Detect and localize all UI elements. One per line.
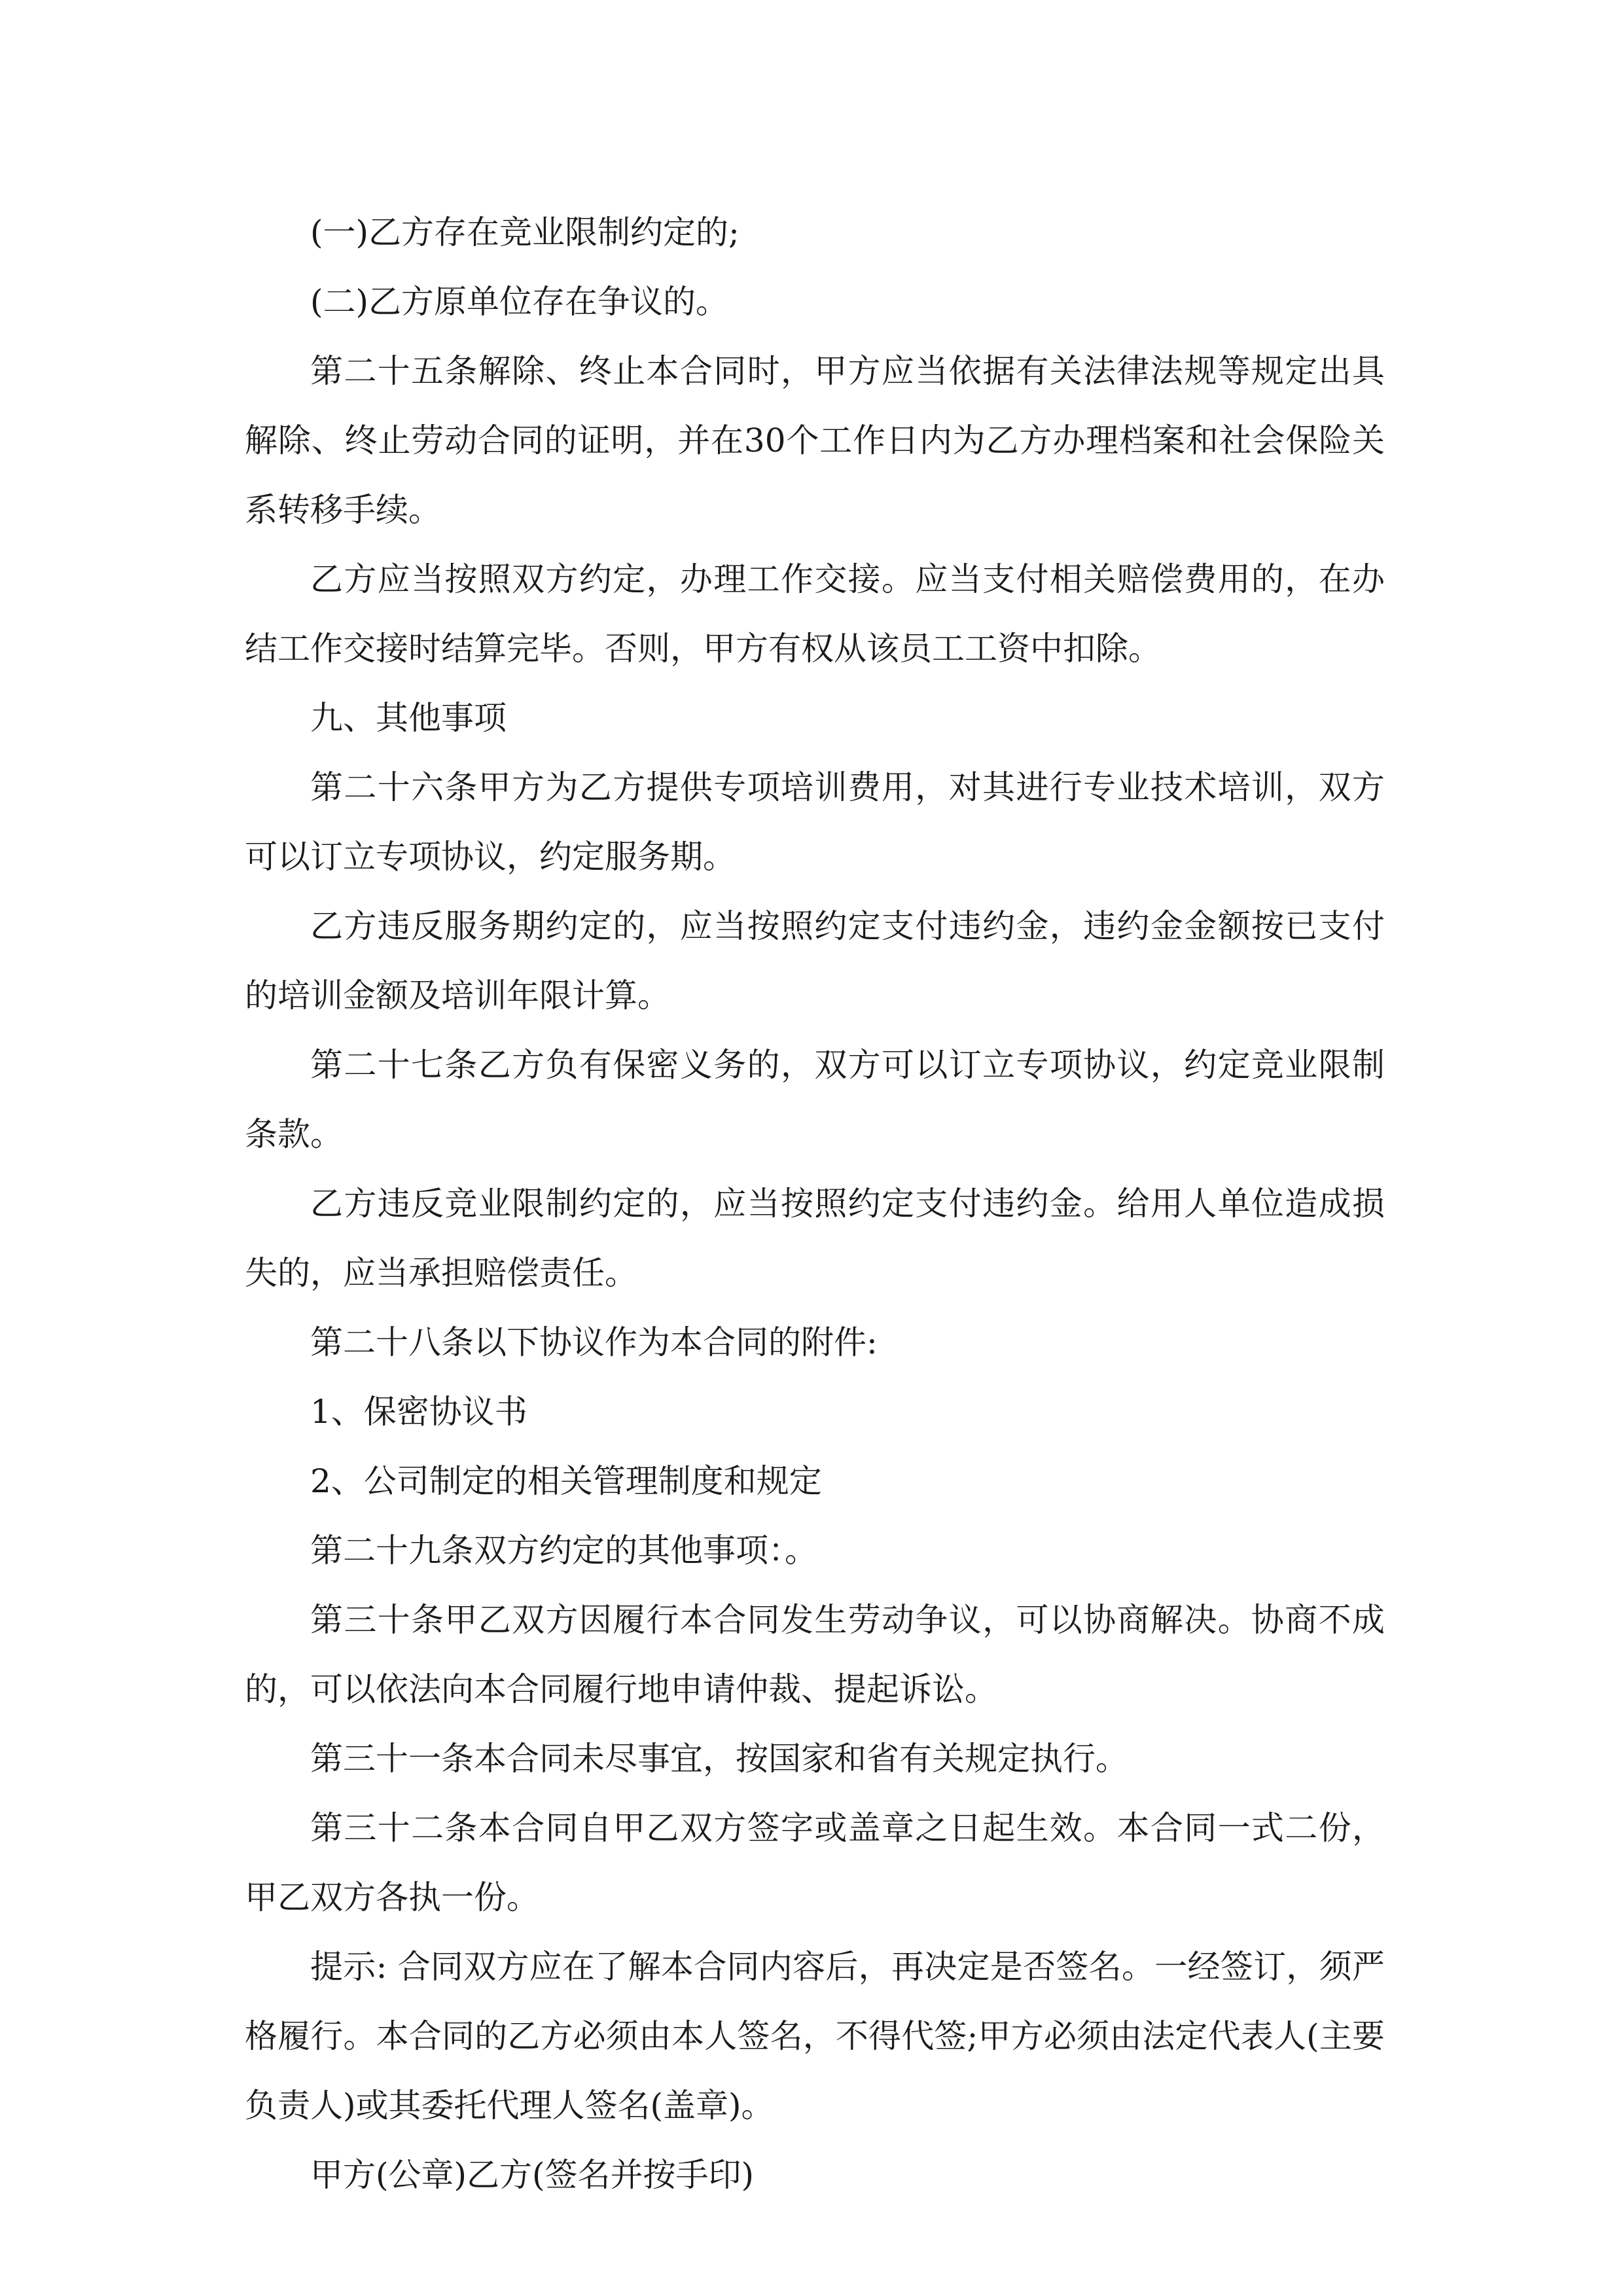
paragraph-non-compete-breach: 乙方违反竞业限制约定的，应当按照约定支付违约金。给用人单位造成损失的，应当承担赔偿责任。 (245, 1185, 1385, 1292)
section-heading-other-matters: 九、其他事项 (310, 699, 507, 737)
paragraph-article-26: 第二十六条甲方为乙方提供专项培训费用，对其进行专业技术培训，双方可以订立专项协议，约定服务期。 (245, 768, 1385, 876)
paragraph-handover: 乙方应当按照双方约定，办理工作交接。应当支付相关赔偿费用的，在办结工作交接时结算完毕。否则，甲方有权从该员工工资中扣除。 (245, 560, 1385, 668)
paragraph-article-32: 第三十二条本合同自甲乙双方签字或盖章之日起生效。本合同一式二份，甲乙双方各执一份。 (245, 1809, 1385, 1916)
paragraph-article-27: 第二十七条乙方负有保密义务的，双方可以订立专项协议，约定竞业限制条款。 (245, 1046, 1385, 1153)
paragraph-clause-1: (一)乙方存在竞业限制约定的; (310, 213, 740, 251)
paragraph-notice: 提示: 合同双方应在了解本合同内容后，再决定是否签名。一经签订，须严格履行。本合同的乙方必须由本人签名，不得代签;甲方必须由法定代表人(主要负责人)或其委托代理人签名(盖章)。 (245, 1948, 1385, 2125)
paragraph-service-period-breach: 乙方违反服务期约定的，应当按照约定支付违约金，违约金金额按已支付的培训金额及培训年限计算。 (245, 907, 1385, 1014)
paragraph-article-25: 第二十五条解除、终止本合同时，甲方应当依据有关法律法规等规定出具解除、终止劳动合同的证明，并在30个工作日内为乙方办理档案和社会保险关系转移手续。 (245, 352, 1385, 529)
signature-line: 甲方(公章)乙方(签名并按手印) (310, 2156, 755, 2194)
list-item-confidentiality: 1、保密协议书 (310, 1393, 527, 1431)
paragraph-article-30: 第三十条甲乙双方因履行本合同发生劳动争议，可以协商解决。协商不成的，可以依法向本合同履行地申请仲裁、提起诉讼。 (245, 1601, 1385, 1708)
list-item-company-rules: 2、公司制定的相关管理制度和规定 (310, 1462, 822, 1500)
document-body (245, 198, 1385, 2210)
paragraph-article-31: 第三十一条本合同未尽事宜，按国家和省有关规定执行。 (310, 1740, 1128, 1778)
paragraph-article-28: 第二十八条以下协议作为本合同的附件: (310, 1323, 878, 1361)
paragraph-clause-2: (二)乙方原单位存在争议的。 (310, 283, 729, 321)
paragraph-article-29: 第二十九条双方约定的其他事项：。 (310, 1532, 817, 1570)
